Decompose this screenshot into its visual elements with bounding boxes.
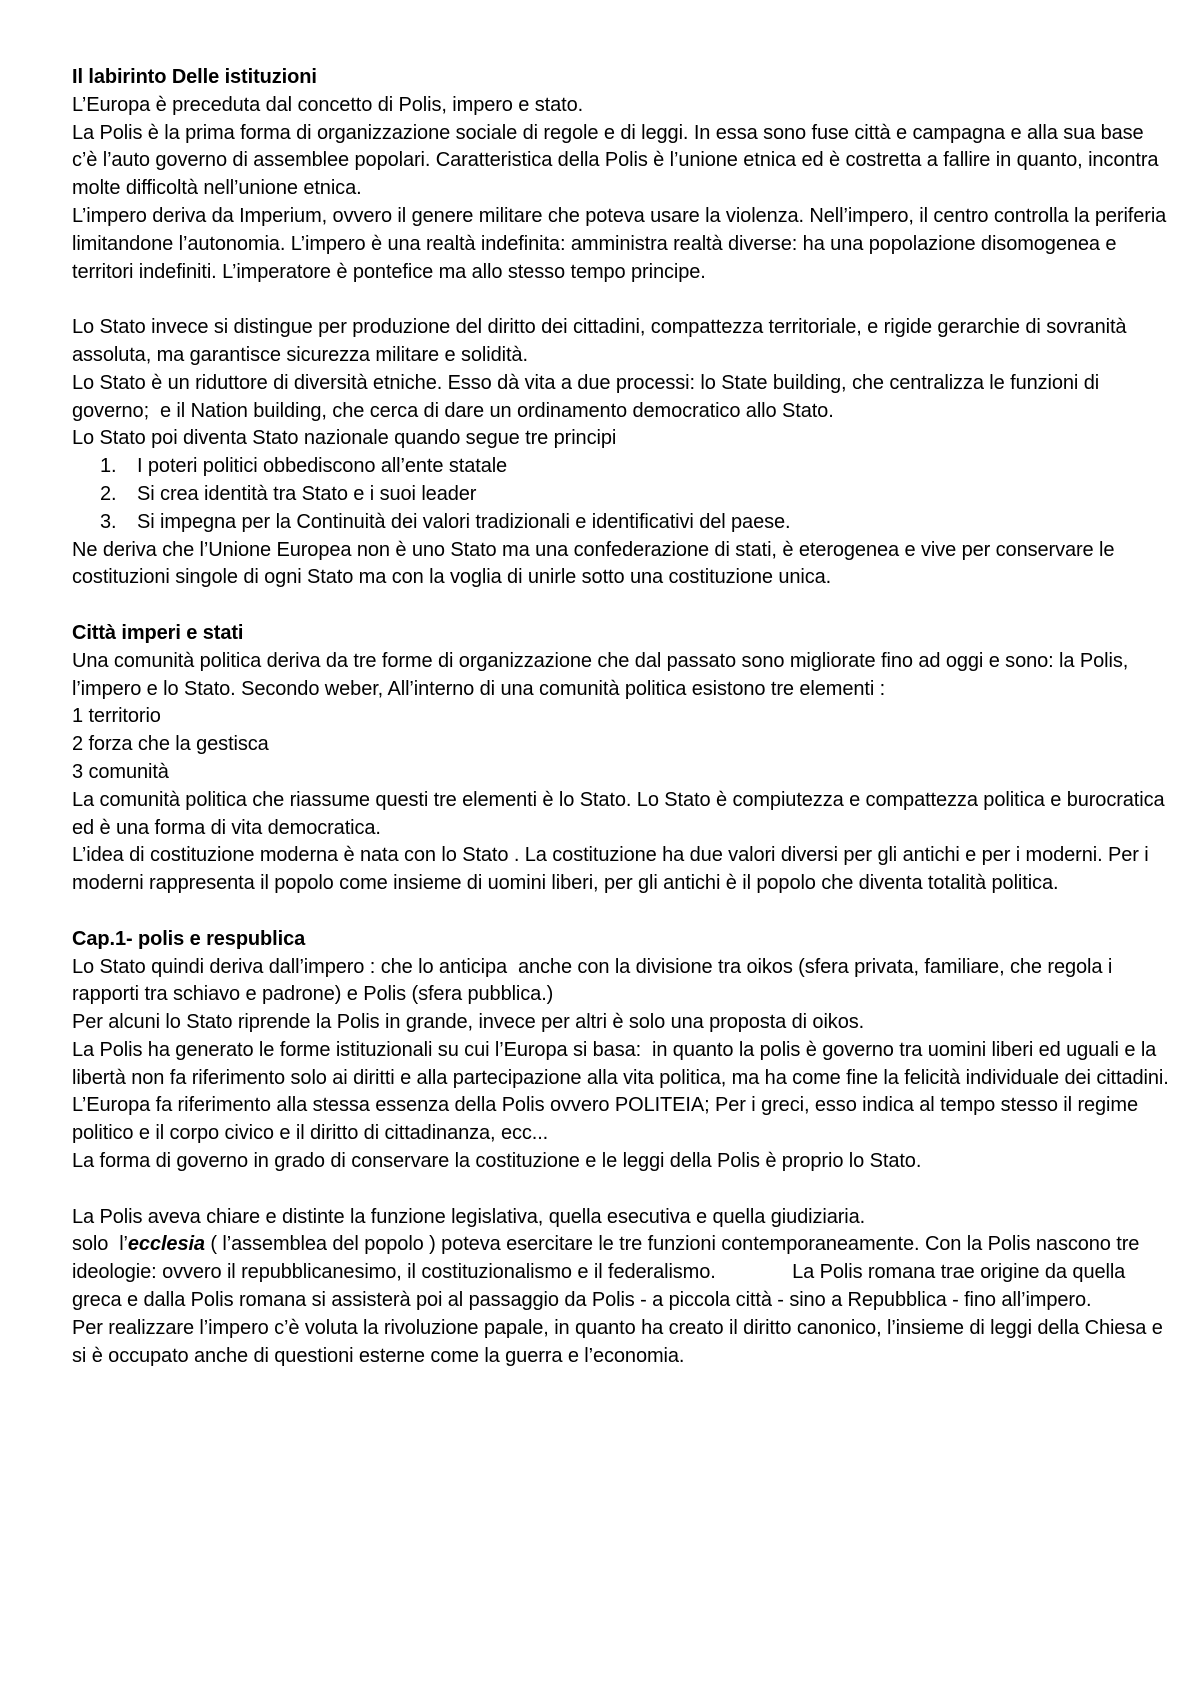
paragraph: 2 forza che la gestisca xyxy=(72,733,269,756)
paragraph: Per alcuni lo Stato riprende la Polis in grande, invece per altri è solo una proposta di oikos. xyxy=(72,1011,865,1034)
paragraph: Ne deriva che l’Unione Europea non è uno Stato ma una confederazione di stati, è eterogenea e vive per conservare le costituzioni singole di ogni Stato ma con la voglia di unirle sotto una costituzione unica. xyxy=(72,538,1120,589)
numbered-list xyxy=(72,453,1170,536)
blank-line xyxy=(72,592,1170,620)
paragraph: L’idea di costituzione moderna è nata con lo Stato . La costituzione ha due valori diversi per gli antichi e per i moderni. Per i moderni rappresenta il popolo come insieme di uomini liberi, per gli antichi è il popolo che diventa totalità politica. xyxy=(72,844,1155,895)
text-run: ecclesia xyxy=(127,1233,205,1256)
paragraph: La Polis è la prima forma di organizzazione sociale di regole e di leggi. In essa sono fuse città e campagna e alla sua base c’è l’auto governo di assemblee popolari. Caratteristica della Polis è l’unione etnica ed è costretta a fallire in quanto, incontra molte difficoltà nell’unione etnica. xyxy=(72,121,1164,200)
paragraph: Lo Stato quindi deriva dall’impero : che lo anticipa anche con la divisione tra oikos (sfera privata, familiare, che regola i rapporti tra schiavo e padrone) e Polis (sfera pubblica.) xyxy=(72,955,1118,1006)
paragraph: La Polis aveva chiare e distinte la funzione legislativa, quella esecutiva e quella giudiziaria. xyxy=(72,1205,866,1228)
section-heading: Cap.1- polis e respublica xyxy=(72,927,306,950)
blank-line xyxy=(72,898,1170,926)
paragraph: Lo Stato è un riduttore di diversità etniche. Esso dà vita a due processi: lo State building, che centralizza le funzioni di governo; e il Nation building, che cerca di dare un ordinamento democratico allo Stato. xyxy=(72,371,1105,422)
paragraph: Una comunità politica deriva da tre forme di organizzazione che dal passato sono migliorate fino ad oggi e sono: la Polis, l’impero e lo Stato. Secondo weber, All’interno di una comunità politica esistono tre elementi : xyxy=(72,649,1134,700)
text-run: ( l’assemblea del popolo ) poteva esercitare le tre funzioni contemporaneamente. Con la Polis nascono tre ideologie: ovvero il repubblicanesimo, il costituzionalismo e il federalismo. La Polis romana trae origine da quella greca e dalla Polis romana si assisterà poi al passaggio da Polis - a piccola città - sino a Repubblica - fino all’impero. xyxy=(72,1233,1145,1312)
list-item-number: 1. xyxy=(100,455,117,478)
paragraph: L’Europa è preceduta dal concetto di Polis, impero e stato. xyxy=(72,93,584,116)
paragraph: L’Europa fa riferimento alla stessa essenza della Polis ovvero POLITEIA; Per i greci, esso indica al tempo stesso il regime politico e il corpo civico e il diritto di cittadinanza, ecc... xyxy=(72,1094,1144,1145)
list-item xyxy=(72,481,1170,509)
section-heading: Città imperi e stati xyxy=(72,621,244,644)
list-item xyxy=(72,509,1170,537)
paragraph: La comunità politica che riassume questi tre elementi è lo Stato. Lo Stato è compiutezza e compattezza politica e burocratica ed è una forma di vita democratica. xyxy=(72,788,1170,839)
paragraph: La forma di governo in grado di conservare la costituzione e le leggi della Polis è proprio lo Stato. xyxy=(72,1150,922,1173)
list-item-text: Si crea identità tra Stato e i suoi leader xyxy=(137,482,477,505)
paragraph: Lo Stato poi diventa Stato nazionale quando segue tre principi xyxy=(72,427,617,450)
paragraph: Per realizzare l’impero c’è voluta la rivoluzione papale, in quanto ha creato il diritto canonico, l’insieme di leggi della Chiesa e si è occupato anche di questioni esterne come la guerra e l’economia. xyxy=(72,1316,1169,1367)
text-run: solo l’ xyxy=(72,1233,128,1256)
paragraph: La Polis ha generato le forme istituzionali su cui l’Europa si basa: in quanto la polis è governo tra uomini liberi ed uguali e la libertà non fa riferimento solo ai diritti e alla partecipazione alla vita politica, ma ha come fine la felicità individuale dei cittadini. xyxy=(72,1038,1169,1089)
paragraph: Lo Stato invece si distingue per produzione del diritto dei cittadini, compattezza territoriale, e rigide gerarchie di sovranità assoluta, ma garantisce sicurezza militare e solidità. xyxy=(72,316,1132,366)
blank-line xyxy=(72,1176,1170,1204)
list-item-number: 2. xyxy=(100,482,117,505)
blank-line xyxy=(72,286,1170,314)
list-item-number: 3. xyxy=(100,510,117,533)
list-item-text: I poteri politici obbediscono all’ente statale xyxy=(137,455,508,478)
paragraph: L’impero deriva da Imperium, ovvero il genere militare che poteva usare la violenza. Nell’impero, il centro controlla la periferia limitandone l’autonomia. L’impero è una realtà indefinita: amministra realtà diverse: ha una popolazione disomogenea e territori indefiniti. L’imperatore è pontefice ma allo stesso tempo principe. xyxy=(72,204,1172,283)
paragraph: 3 comunità xyxy=(72,760,169,783)
paragraph: 1 territorio xyxy=(72,705,161,728)
list-item-text: Si impegna per la Continuità dei valori tradizionali e identificativi del paese. xyxy=(137,510,791,533)
paragraph xyxy=(72,1231,1170,1314)
list-item xyxy=(72,453,1170,481)
section-heading: Il labirinto Delle istituzioni xyxy=(72,66,317,88)
document-content xyxy=(72,64,1170,1370)
